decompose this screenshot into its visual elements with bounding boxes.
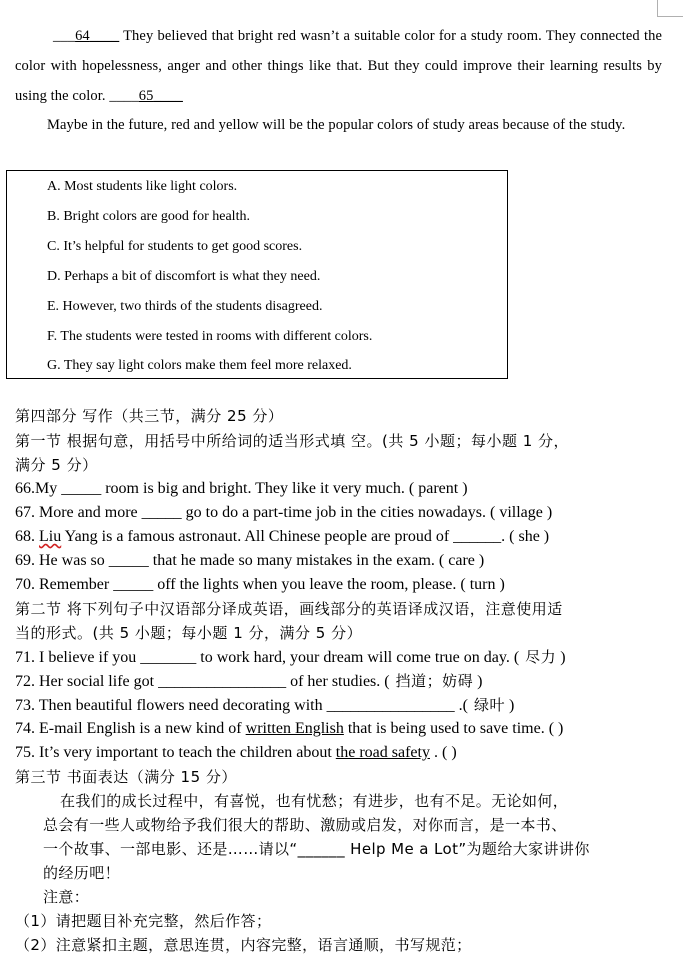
question-69: 69. He was so _____ that he made so many mistakes in the exam. ( care ) — [15, 552, 485, 569]
question-72 — [15, 670, 482, 693]
blank-64-number: 64 — [75, 28, 90, 44]
page-corner-mark — [657, 0, 683, 17]
question-68 — [15, 526, 549, 548]
question-73-hint: 绿叶 — [473, 696, 505, 714]
option-a: A. Most students like light colors. — [47, 179, 238, 194]
reading-paragraph-1 — [15, 21, 662, 111]
question-75 — [15, 742, 457, 764]
options-box — [6, 170, 508, 379]
question-68-name-liu: Liu — [39, 528, 62, 545]
part4-title: 第四部分 写作（共三节，满分 25 分） — [15, 407, 284, 425]
question-72-text: 72. Her social life got ________________ of her studies. ( — [15, 673, 390, 690]
question-71-close: ) — [556, 649, 566, 666]
question-74-tail: that is being used to save time. ( ) — [343, 720, 564, 737]
essay-prompt-line1: 在我们的成长过程中，有喜悦，也有忧愁；有进步，也有不足。无论如何， — [60, 792, 569, 810]
note-title: 注意： — [43, 888, 90, 906]
question-73 — [15, 694, 514, 717]
section3-title: 第三节 书面表达（满分 15 分） — [15, 768, 237, 786]
question-66: 66.My _____ room is big and bright. They like it very much. ( parent ) — [15, 480, 468, 497]
question-74-underlined: written English — [245, 720, 344, 737]
question-71 — [15, 646, 566, 669]
question-70: 70. Remember _____ off the lights when you leave the room, please. ( turn ) — [15, 576, 505, 593]
section1-instruction-line1: 第一节 根据句意，用括号中所给词的适当形式填 空。(共 5 小题；每小题 1 分， — [15, 432, 570, 450]
essay-prompt-line3: 一个故事、一部电影、还是……请以“______ Help Me a Lot”为题给大家讲讲你 — [43, 840, 590, 858]
section1-instruction-line2: 满分 5 分） — [15, 456, 98, 474]
question-67: 67. More and more _____ go to do a part-time job in the cities nowadays. ( village ) — [15, 504, 553, 521]
essay-prompt-line2: 总会有一些人或物给予我们很大的帮助、激励或启发，对你而言，是一本书、 — [43, 816, 567, 834]
question-71-text: 71. I believe if you _______ to work hard, your dream will come true on day. ( — [15, 649, 520, 666]
reading-paragraph-2: Maybe in the future, red and yellow will be the popular colors of study areas because of the study. — [47, 117, 626, 133]
option-c: C. It’s helpful for students to get good scores. — [47, 239, 303, 254]
blank-65-lead: ____ — [109, 88, 139, 104]
blank-65-number: 65 — [138, 88, 154, 104]
question-68-text: Yang is a famous astronaut. All Chinese people are proud of ______. ( she ) — [61, 528, 550, 545]
note-1: （1）请把题目补充完整，然后作答； — [15, 912, 272, 930]
question-74-text: 74. E-mail English is a new kind of — [15, 720, 246, 737]
blank-64-tail: ____ — [89, 28, 120, 44]
question-74 — [15, 718, 563, 740]
question-75-tail: . ( ) — [429, 744, 457, 761]
question-71-hint: 尽力 — [525, 648, 557, 666]
option-d: D. Perhaps a bit of discomfort is what they need. — [47, 269, 321, 284]
option-g: G. They say light colors make them feel more relaxed. — [47, 358, 352, 373]
question-73-text: 73. Then beautiful flowers need decorating with ________________ .( — [15, 697, 468, 714]
blank-65-tail: ____ — [153, 88, 183, 104]
section2-instruction-line1: 第二节 将下列句子中汉语部分译成英语，画线部分的英语译成汉语，注意使用适 — [15, 600, 563, 618]
option-b: B. Bright colors are good for health. — [47, 209, 250, 224]
option-f: F. The students were tested in rooms with different colors. — [47, 329, 373, 344]
question-75-underlined: the road safety — [335, 744, 430, 761]
question-72-close: ) — [473, 673, 483, 690]
question-75-text: 75. It’s very important to teach the children about — [15, 744, 336, 761]
blank-64-lead: ___ — [53, 28, 76, 44]
paragraph-1-text: They believed that bright red wasn’t a suitable color for a study room. They connected the color with hopelessness, anger and other things like that. But they could improve their learning results by using the color. — [15, 28, 662, 104]
question-73-close: ) — [504, 697, 515, 714]
essay-prompt-line4: 的经历吧！ — [43, 864, 121, 882]
question-72-hint: 挡道；妨碍 — [395, 672, 474, 690]
question-68-number: 68. — [15, 528, 39, 545]
note-2: （2）注意紧扣主题，意思连贯，内容完整，语言通顺，书写规范； — [15, 936, 472, 954]
option-e: E. However, two thirds of the students disagreed. — [47, 299, 323, 314]
section2-instruction-line2: 当的形式。(共 5 小题；每小题 1 分，满分 5 分） — [15, 624, 363, 642]
